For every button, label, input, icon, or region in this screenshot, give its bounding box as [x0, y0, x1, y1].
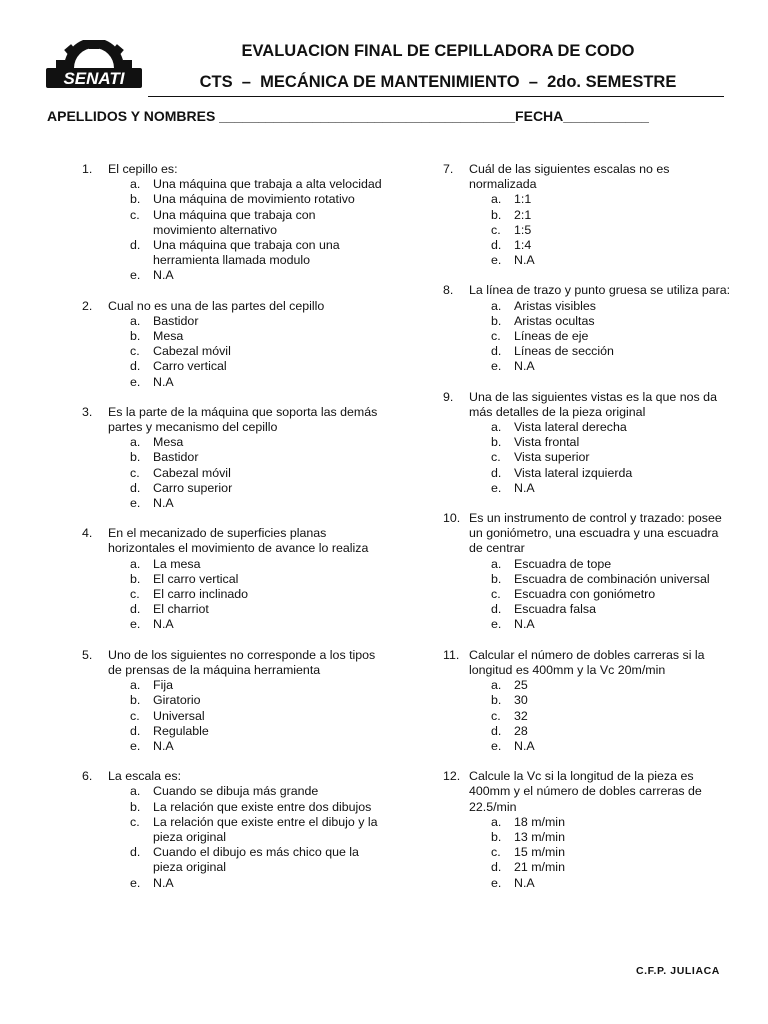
option-text: Líneas de sección — [514, 344, 614, 359]
option-letter: b. — [130, 571, 141, 586]
option-letter: e. — [491, 875, 502, 890]
option-text: 1:1 — [514, 192, 532, 207]
option-letter: a. — [130, 678, 141, 693]
question-number: 3. — [82, 404, 93, 419]
question-text: Calcule la Vc si la longitud de la pieza es 400mm y el número de dobles carreras de 22.5/min — [469, 769, 702, 814]
answer-option — [108, 359, 382, 374]
question-number: 11. — [443, 647, 460, 662]
option-list — [469, 815, 733, 891]
answer-option — [108, 587, 382, 602]
option-list — [469, 557, 733, 633]
option-text: Líneas de eje — [514, 329, 589, 344]
option-letter: a. — [130, 784, 141, 799]
option-text: N.A — [514, 875, 535, 890]
answer-option — [469, 739, 733, 754]
question-8 — [443, 283, 733, 374]
option-text: Vista superior — [514, 450, 590, 465]
question-number: 8. — [443, 283, 454, 298]
option-text: N.A — [514, 738, 535, 753]
option-letter: d. — [491, 344, 502, 359]
option-list — [108, 435, 382, 511]
answer-option — [108, 815, 382, 845]
option-text: 28 — [514, 723, 528, 738]
option-letter: e. — [130, 268, 141, 283]
option-letter: a. — [491, 420, 502, 435]
option-text: N.A — [514, 359, 535, 374]
answer-option — [469, 299, 733, 314]
option-text: El charriot — [153, 602, 209, 617]
option-text: Regulable — [153, 723, 209, 738]
answer-option — [469, 617, 733, 632]
question-number: 1. — [82, 162, 93, 176]
answer-option — [469, 329, 733, 344]
option-letter: d. — [491, 723, 502, 738]
option-text: Una máquina que trabaja con movimiento alternativo — [153, 207, 316, 237]
answer-option — [469, 253, 733, 268]
question-text: El cepillo es: — [108, 162, 178, 176]
option-letter: e. — [491, 738, 502, 753]
answer-option — [108, 739, 382, 754]
option-letter: b. — [491, 313, 502, 328]
answer-option — [108, 238, 382, 268]
option-list — [469, 420, 733, 496]
option-letter: c. — [491, 845, 501, 860]
option-list — [108, 557, 382, 633]
answer-option — [469, 678, 733, 693]
option-list — [108, 678, 382, 754]
question-text: La escala es: — [108, 769, 182, 784]
option-letter: e. — [130, 738, 141, 753]
option-letter: d. — [130, 723, 141, 738]
option-text: Cabezal móvil — [153, 344, 231, 359]
option-letter: d. — [491, 238, 502, 253]
answer-option — [108, 466, 382, 481]
option-letter: c. — [130, 465, 140, 480]
answer-option — [108, 192, 382, 207]
question-7 — [443, 162, 733, 268]
question-text: Calcular el número de dobles carreras si la longitud es 400mm y la Vc 20m/min — [469, 647, 705, 677]
answer-option — [469, 208, 733, 223]
option-letter: c. — [130, 708, 140, 723]
answer-option — [108, 876, 382, 891]
question-text: Es la parte de la máquina que soporta las demás partes y mecanismo del cepillo — [108, 404, 378, 435]
question-number: 10. — [443, 511, 461, 526]
option-text: 1:4 — [514, 238, 532, 253]
option-text: N.A — [153, 268, 174, 283]
option-text: Mesa — [153, 329, 184, 344]
option-letter: b. — [491, 435, 502, 450]
question-number: 6. — [82, 769, 93, 784]
answer-option — [469, 876, 733, 891]
option-text: 18 m/min — [514, 814, 565, 829]
option-text: Escuadra con goniómetro — [514, 587, 656, 602]
answer-option — [469, 602, 733, 617]
option-letter: a. — [491, 678, 502, 693]
answer-option — [469, 450, 733, 465]
option-text: Giratorio — [153, 693, 201, 708]
exam-title: EVALUACION FINAL DE CEPILLADORA DE CODO — [241, 42, 635, 60]
option-letter: e. — [491, 617, 502, 632]
answer-option — [108, 208, 382, 238]
option-list — [469, 299, 733, 375]
option-text: N.A — [153, 617, 174, 632]
answer-option — [469, 860, 733, 875]
option-text: Cabezal móvil — [153, 465, 231, 480]
option-letter: d. — [130, 480, 141, 495]
option-letter: d. — [491, 860, 502, 875]
questions-left-column — [82, 162, 382, 906]
option-letter: a. — [130, 556, 141, 571]
option-text: Aristas ocultas — [514, 313, 595, 328]
answer-option — [108, 724, 382, 739]
option-letter: e. — [491, 359, 502, 374]
option-text: N.A — [153, 738, 174, 753]
answer-option — [469, 420, 733, 435]
option-text: Cuando se dibuja más grande — [153, 784, 319, 799]
option-text: El carro vertical — [153, 571, 239, 586]
answer-option — [108, 678, 382, 693]
option-text: Vista lateral derecha — [514, 420, 627, 435]
question-text: La línea de trazo y punto gruesa se utiliza para: — [469, 283, 731, 298]
option-letter: a. — [130, 177, 141, 192]
answer-option — [108, 481, 382, 496]
option-text: Bastidor — [153, 450, 199, 465]
option-text: N.A — [514, 617, 535, 632]
answer-option — [469, 572, 733, 587]
option-text: N.A — [153, 875, 174, 890]
option-text: 15 m/min — [514, 845, 565, 860]
question-9 — [443, 390, 733, 496]
answer-option — [469, 314, 733, 329]
option-letter: c. — [491, 450, 501, 465]
answer-option — [469, 466, 733, 481]
option-text: Carro superior — [153, 480, 233, 495]
option-letter: a. — [491, 556, 502, 571]
question-text: Uno de los siguientes no corresponde a los tipos de prensas de la máquina herramienta — [108, 647, 376, 677]
option-letter: c. — [491, 329, 501, 344]
header-divider — [148, 96, 724, 97]
option-letter: c. — [491, 708, 501, 723]
question-6 — [82, 769, 382, 891]
option-letter: d. — [130, 359, 141, 374]
answer-option — [108, 617, 382, 632]
answer-option — [469, 830, 733, 845]
option-text: La mesa — [153, 556, 201, 571]
option-letter: c. — [130, 587, 140, 602]
option-text: Escuadra de tope — [514, 556, 612, 571]
question-3 — [82, 405, 382, 511]
option-text: La relación que existe entre dos dibujos — [153, 799, 372, 814]
answer-option — [469, 815, 733, 830]
answer-option — [108, 177, 382, 192]
gear-icon — [56, 40, 132, 68]
option-text: Cuando el dibujo es más chico que la pieza original — [153, 845, 359, 875]
option-list — [108, 784, 382, 890]
option-letter: b. — [491, 693, 502, 708]
option-letter: b. — [491, 571, 502, 586]
option-text: Carro vertical — [153, 359, 227, 374]
option-list — [469, 678, 733, 754]
option-text: 2:1 — [514, 207, 532, 222]
option-text: 32 — [514, 708, 528, 723]
option-text: N.A — [153, 374, 174, 389]
option-letter: b. — [491, 207, 502, 222]
option-letter: a. — [491, 192, 502, 207]
answer-option — [108, 602, 382, 617]
option-letter: c. — [491, 587, 501, 602]
option-text: La relación que existe entre el dibujo y la pieza original — [153, 814, 378, 844]
option-letter: d. — [491, 602, 502, 617]
answer-option — [108, 693, 382, 708]
senati-logo — [44, 40, 144, 96]
answer-option — [469, 223, 733, 238]
answer-option — [108, 450, 382, 465]
option-letter: b. — [130, 450, 141, 465]
option-list — [469, 192, 733, 268]
option-text: Una máquina que trabaja a alta velocidad — [153, 177, 382, 192]
question-2 — [82, 299, 382, 390]
answer-option — [108, 329, 382, 344]
question-text: En el mecanizado de superficies planas horizontales el movimiento de avance lo realiza — [108, 526, 369, 556]
option-text: N.A — [514, 253, 535, 268]
question-number: 4. — [82, 526, 93, 541]
answer-option — [469, 693, 733, 708]
option-text: Aristas visibles — [514, 298, 596, 313]
option-letter: a. — [491, 814, 502, 829]
name-date-line: APELLIDOS Y NOMBRES ______________________________________FECHA___________ — [47, 108, 649, 124]
option-text: Escuadra de combinación universal — [514, 571, 710, 586]
option-text: Bastidor — [153, 313, 199, 328]
option-letter: b. — [130, 192, 141, 207]
answer-option — [108, 375, 382, 390]
answer-option — [108, 557, 382, 572]
answer-option — [469, 709, 733, 724]
footer-institution: C.F.P. JULIACA — [635, 965, 720, 977]
question-text: Cual no es una de las partes del cepillo — [108, 298, 325, 313]
option-text: N.A — [514, 480, 535, 495]
option-letter: e. — [491, 253, 502, 268]
answer-option — [469, 845, 733, 860]
question-10 — [443, 511, 733, 633]
answer-option — [469, 192, 733, 207]
question-1 — [82, 162, 382, 284]
option-letter: b. — [491, 829, 502, 844]
questions-right-column — [443, 162, 733, 906]
option-letter: a. — [491, 298, 502, 313]
option-letter: b. — [130, 799, 141, 814]
answer-option — [108, 344, 382, 359]
option-letter: c. — [130, 344, 140, 359]
answer-option — [108, 268, 382, 283]
option-list — [108, 177, 382, 283]
answer-option — [469, 724, 733, 739]
option-letter: b. — [130, 329, 141, 344]
exam-subtitle: CTS – MECÁNICA DE MANTENIMIENTO – 2do. SEMESTRE — [199, 73, 677, 91]
option-text: Una máquina de movimiento rotativo — [153, 192, 355, 207]
answer-option — [108, 314, 382, 329]
option-text: 13 m/min — [514, 829, 565, 844]
answer-option — [469, 344, 733, 359]
question-number: 7. — [443, 162, 454, 176]
option-letter: a. — [130, 435, 141, 450]
answer-option — [469, 238, 733, 253]
answer-option — [469, 481, 733, 496]
option-text: Una máquina que trabaja con una herramienta llamada modulo — [153, 238, 340, 268]
option-letter: a. — [130, 313, 141, 328]
answer-option — [108, 496, 382, 511]
option-list — [108, 314, 382, 390]
option-text: Vista frontal — [514, 435, 580, 450]
question-number: 5. — [82, 647, 93, 662]
option-letter: d. — [130, 238, 141, 253]
answer-option — [108, 845, 382, 875]
svg-text:SENATI: SENATI — [63, 69, 125, 88]
option-text: Fija — [153, 678, 173, 693]
option-letter: e. — [130, 875, 141, 890]
question-4 — [82, 526, 382, 632]
answer-option — [469, 587, 733, 602]
answer-option — [108, 709, 382, 724]
answer-option — [469, 557, 733, 572]
option-letter: d. — [491, 465, 502, 480]
option-letter: d. — [130, 845, 141, 860]
option-text: 25 — [514, 678, 528, 693]
answer-option — [108, 784, 382, 799]
question-text: Cuál de las siguientes escalas no es normalizada — [469, 162, 670, 192]
option-letter: c. — [130, 207, 140, 222]
option-letter: d. — [130, 602, 141, 617]
option-text: Escuadra falsa — [514, 602, 596, 617]
option-text: Vista lateral izquierda — [514, 465, 633, 480]
option-text: 1:5 — [514, 222, 532, 237]
option-letter: c. — [130, 814, 140, 829]
answer-option — [108, 800, 382, 815]
question-12 — [443, 769, 733, 891]
question-text: Una de las siguientes vistas es la que nos da más detalles de la pieza original — [469, 389, 717, 419]
question-11 — [443, 648, 733, 754]
option-letter: e. — [130, 496, 141, 511]
question-number: 12. — [443, 769, 461, 784]
question-number: 2. — [82, 298, 93, 313]
option-letter: e. — [130, 374, 141, 389]
option-text: Universal — [153, 708, 205, 723]
option-text: 30 — [514, 693, 528, 708]
answer-option — [469, 359, 733, 374]
option-text: 21 m/min — [514, 860, 565, 875]
option-letter: c. — [491, 222, 501, 237]
option-letter: e. — [491, 480, 502, 495]
question-number: 9. — [443, 389, 454, 404]
answer-option — [469, 435, 733, 450]
option-text: N.A — [153, 496, 174, 511]
option-text: Mesa — [153, 435, 184, 450]
logo-wordmark — [46, 68, 142, 88]
option-letter: b. — [130, 693, 141, 708]
question-5 — [82, 648, 382, 754]
option-letter: e. — [130, 617, 141, 632]
answer-option — [108, 435, 382, 450]
question-text: Es un instrumento de control y trazado: posee un goniómetro, una escuadra y una escuadra de centrar — [469, 511, 722, 556]
option-text: El carro inclinado — [153, 587, 249, 602]
answer-option — [108, 572, 382, 587]
